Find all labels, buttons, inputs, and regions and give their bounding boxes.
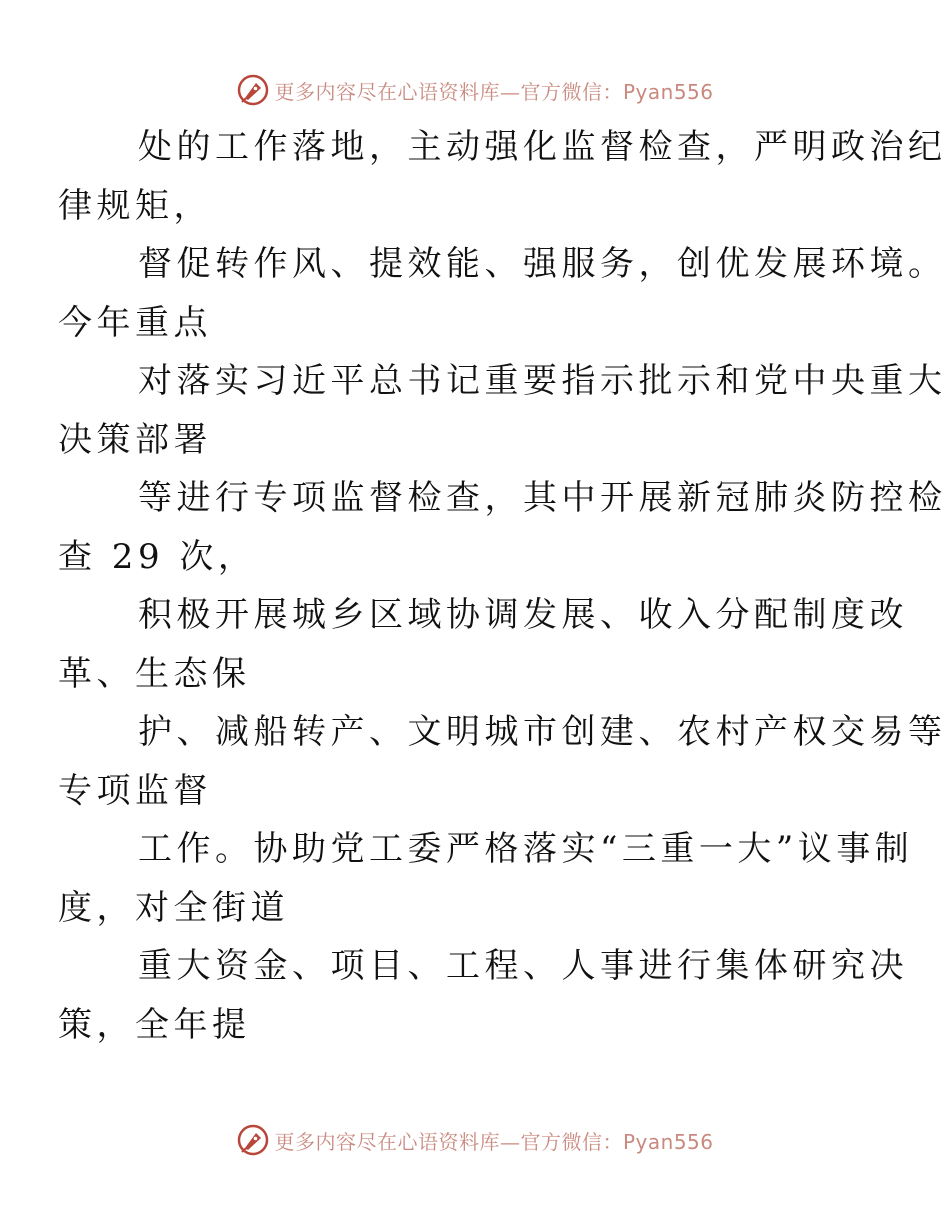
paragraph: [58, 118, 947, 235]
paragraph-line: 等进行专项监督检查，其中开展新冠肺炎防控检: [138, 478, 947, 518]
document-body: [58, 118, 947, 1054]
pen-nib-logo-icon: [236, 73, 270, 107]
watermark-text: [274, 1126, 713, 1155]
watermark-brand: 更多内容尽在心语资料库: [274, 1129, 500, 1154]
footer-watermark: [0, 1120, 950, 1160]
paragraph: [58, 586, 908, 703]
watermark-wechat-label: 官方微信：: [520, 1129, 623, 1154]
paragraph-line: 积极开展城乡区域协调发展、收入分配制度改: [138, 595, 908, 635]
paragraph: [58, 235, 947, 352]
paragraph-line: 工作。协助党工委严格落实“三重一大”议事制: [138, 829, 914, 869]
paragraph-line: 今年重点: [58, 302, 212, 343]
watermark-wechat-id: Pyan556: [622, 79, 714, 104]
paragraph-line: 专项监督: [58, 770, 212, 811]
header-watermark: [0, 70, 950, 110]
paragraph-line: 重大资金、项目、工程、人事进行集体研究决: [138, 946, 908, 986]
paragraph-line: 督促转作风、提效能、强服务，创优发展环境。: [138, 244, 947, 284]
paragraph-line: 查 29 次，: [58, 536, 257, 577]
watermark-brand: 更多内容尽在心语资料库: [274, 79, 500, 104]
watermark-dash: —: [499, 79, 521, 104]
paragraph-line: 度，对全街道: [58, 887, 289, 928]
paragraph: [58, 820, 914, 937]
paragraph-line: 律规矩，: [58, 185, 212, 226]
paragraph: [58, 352, 947, 469]
paragraph: [58, 937, 908, 1054]
paragraph-line: 革、生态保: [58, 653, 251, 694]
paragraph-line: 决策部署: [58, 419, 212, 460]
pen-nib-logo-icon: [236, 1123, 270, 1157]
watermark-wechat-label: 官方微信：: [520, 79, 623, 104]
paragraph-line: 策，全年提: [58, 1004, 251, 1045]
watermark-wechat-id: Pyan556: [622, 1129, 714, 1154]
paragraph: [58, 703, 947, 820]
paragraph: [58, 469, 947, 586]
watermark-dash: —: [499, 1129, 521, 1154]
paragraph-line: 处的工作落地，主动强化监督检查，严明政治纪: [138, 127, 947, 167]
paragraph-line: 护、减船转产、文明城市创建、农村产权交易等: [138, 712, 947, 752]
watermark-text: [274, 76, 713, 105]
paragraph-line: 对落实习近平总书记重要指示批示和党中央重大: [138, 361, 947, 401]
